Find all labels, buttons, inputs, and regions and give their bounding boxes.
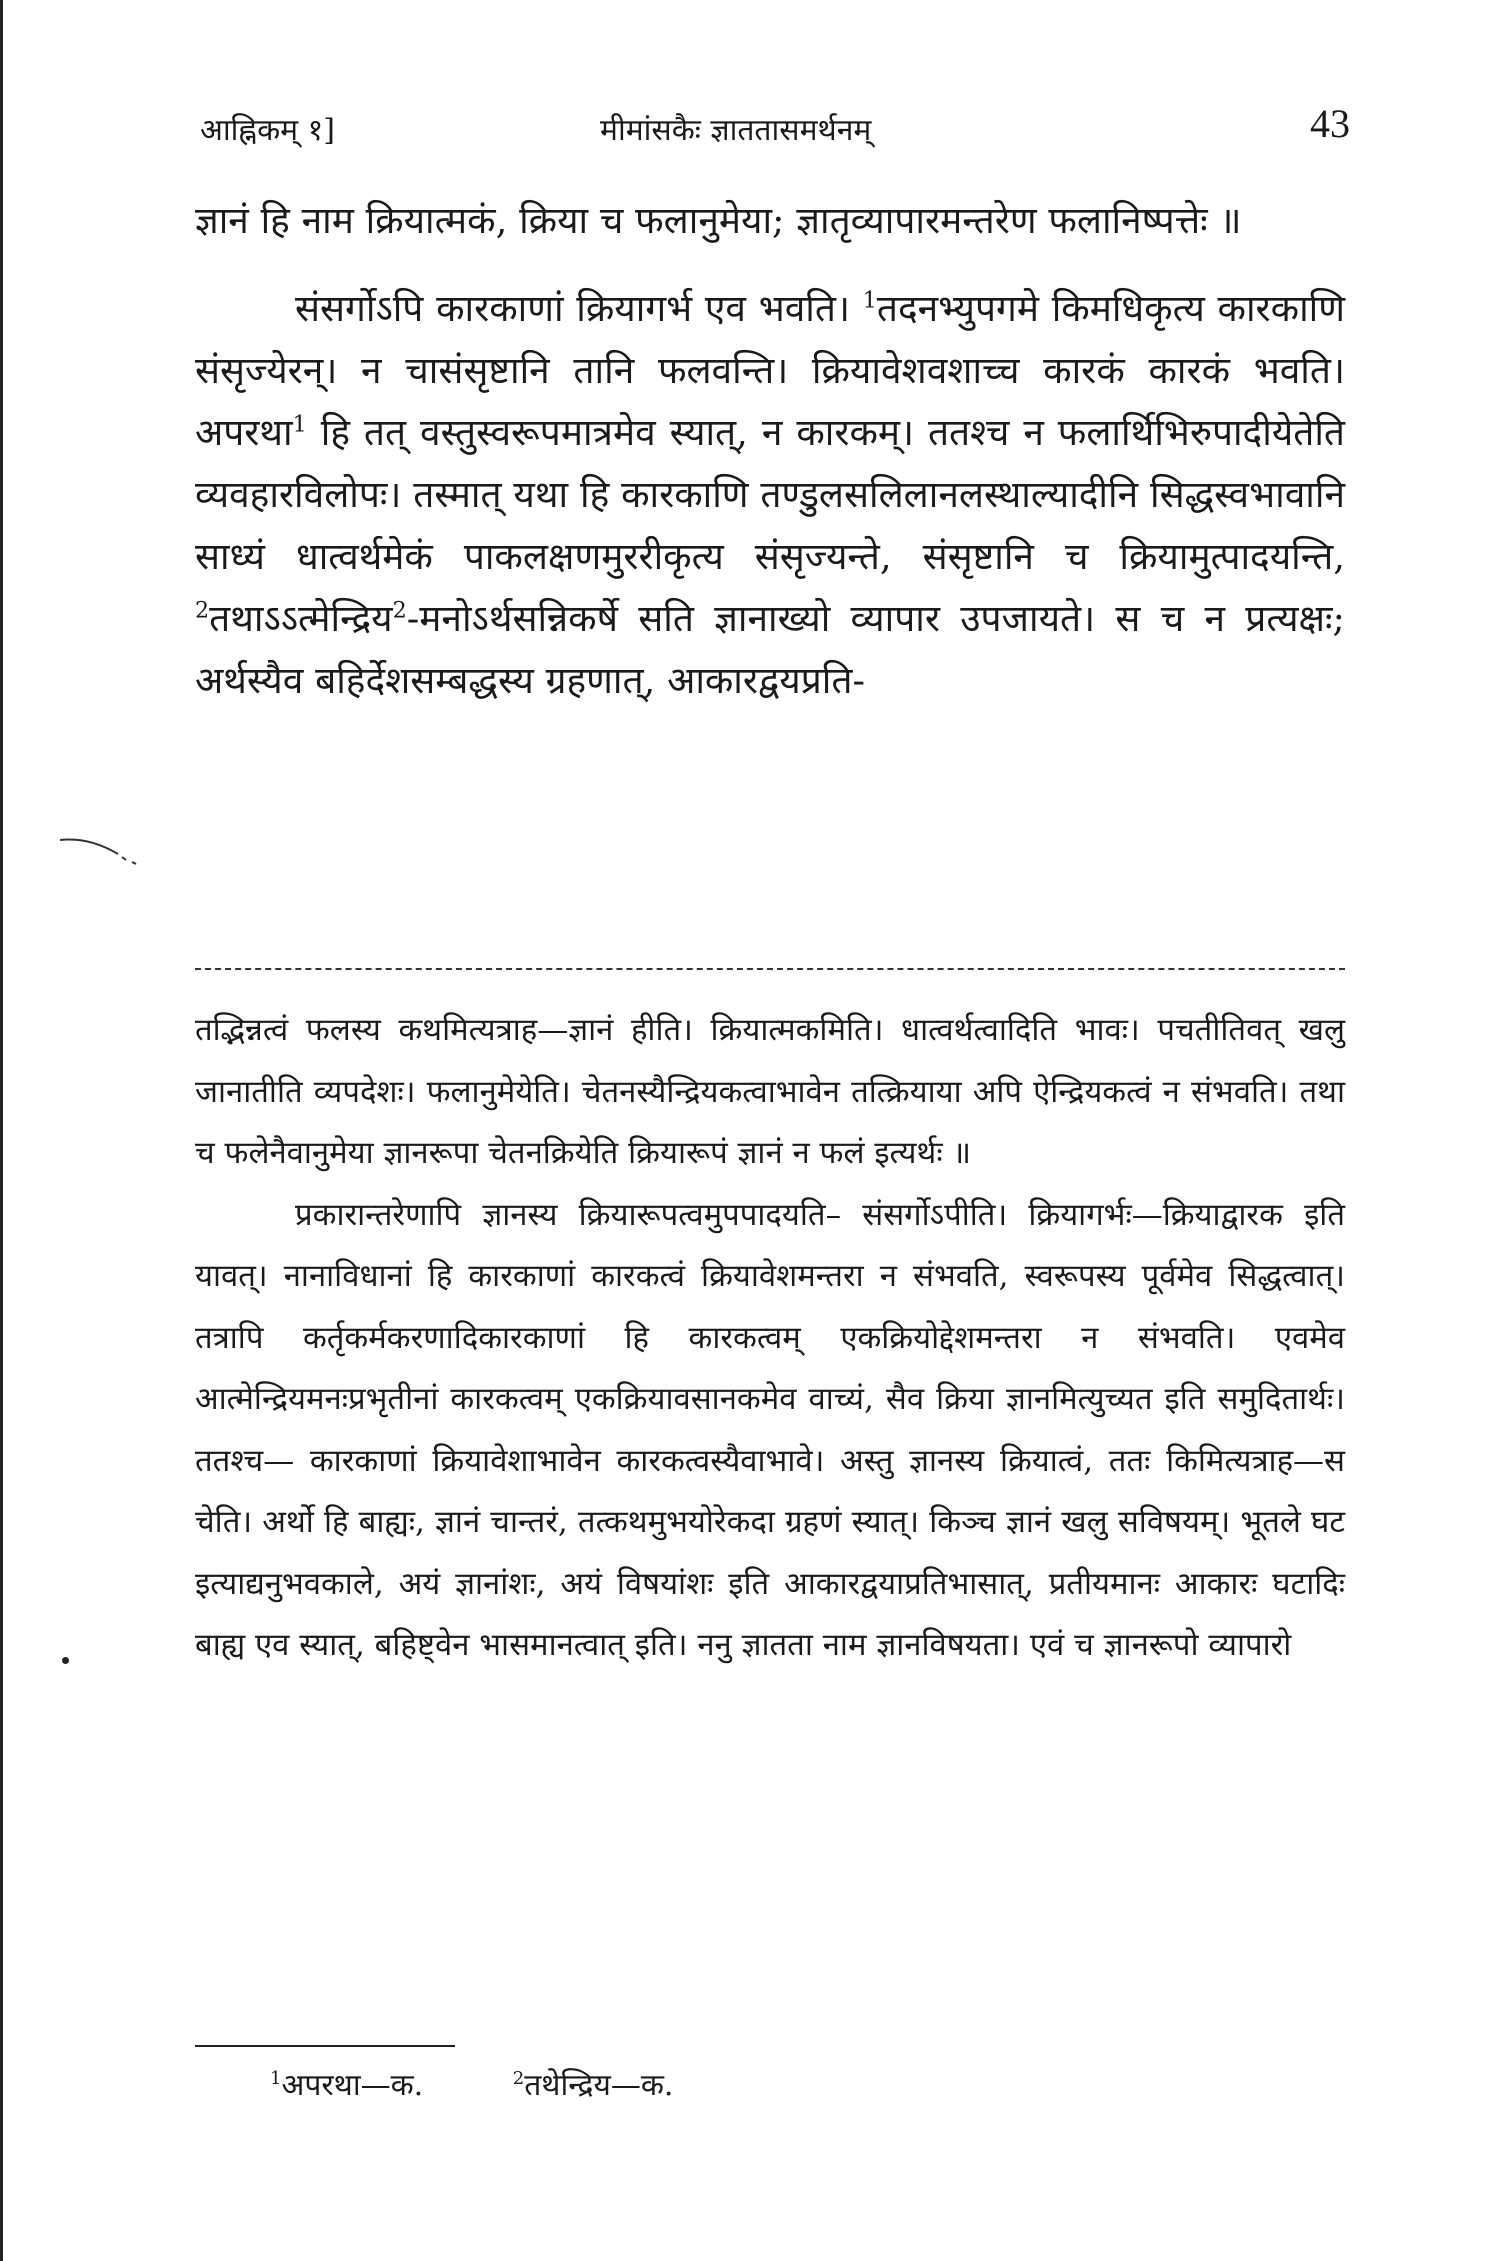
footnote-marker-1-ref: 1 [292,411,307,438]
footnote-rule [195,2045,455,2047]
footnote-2 [513,2068,674,2103]
page-header [200,100,1350,160]
scan-edge-line [0,0,3,2261]
main-paragraph-2-part-c: हि तत् वस्तुस्वरूपमात्रमेव स्यात्, न कारकम्। ततश्च न फलार्थिभिरुपादीयेतेति व्यवहारविलोपः। तस्मात् यथा हि कारकाणि तण्डुलसलिलानलस्थाल्यादीनि सिद्धस्वभावानि साध्यं धात्वर्थमेकं पाकलक्षणमुररीकृत्य संसृज्यन्ते, संसृष्टानि च क्रियामुत्पादयन्ति, [195,411,1345,578]
main-paragraph-2-part-a: संसर्गोऽपि कारकाणां क्रियागर्भ एव भवति। [295,287,850,330]
footnote-marker-2: 2 [195,597,210,624]
text-commentary-divider [195,968,1345,970]
stray-pen-mark [58,832,148,868]
footnotes [270,2063,753,2104]
footnote-marker-1: 1 [862,287,877,314]
main-paragraph-2-part-d: तथाऽऽत्मेन्द्रिय [209,597,393,640]
commentary-text [195,1000,1345,1677]
main-paragraph-2: संसर्गोऽपि कारकाणां क्रियागर्भ एव भवति। $^1$तदनभ्युपगमे किमधिकृत्य कारकाणि संसृज्येरन्। न चासंसृष्टानि तानि फलवन्ति। क्रियावेशवशाच्च कारकं कारकं भवति। अपरथा$^1$ हि तत् वस्तुस्वरूपमात्रमेव स्यात्, न कारकम्। ततश्च न फलार्थिभिरुपादीयेतेति व्यवहारविलोपः। तस्मात् यथा हि कारकाणि तण्डुलसलिलानलस्थाल्यादीनि सिद्धस्वभावानि साध्यं धात्वर्थमेकं पाकलक्षणमुररीकृत्य संसृज्यन्ते, संसृष्टानि च क्रियामुत्पादयन्ति, $^2$तथाऽऽत्मेन्द्रिय$^2$-मनोऽर्थसन्निकर्षे सति ज्ञानाख्यो व्यापार उपजायते। स च न प्रत्यक्षः; अर्थस्यैव बहिर्देशसम्बद्धस्य ग्रहणात्, आकारद्वयप्रति- [195,287,1346,702]
chapter-label: आह्निकम् १] [200,113,335,148]
commentary-paragraph-2: प्रकारान्तरेणापि ज्ञानस्य क्रियारूपत्वमुपपादयति– संसर्गोऽपीति। क्रियागर्भः—क्रियाद्वारक इति यावत्। नानाविधानां हि कारकाणां कारकत्वं क्रियावेशमन्तरा न संभवति, स्वरूपस्य पूर्वमेव सिद्धत्वात्। तत्रापि कर्तृकर्मकरणादिकारकाणां हि कारकत्वम् एकक्रियोद्देशमन्तरा न संभवति। एवमेव आत्मेन्द्रियमनःप्रभृतीनां कारकत्वम् एकक्रियावसानकमेव वाच्यं, सैव क्रिया ज्ञानमित्युच्यत इति समुदितार्थः। ततश्च— कारकाणां क्रियावेशाभावेन कारकत्वस्यैवाभावे। अस्तु ज्ञानस्य क्रियात्वं, ततः किमित्यत्राह—स चेति। अर्थो हि बाह्यः, ज्ञानं चान्तरं, तत्कथमुभयोरेकदा ग्रहणं स्यात्। किञ्च ज्ञानं खलु सविषयम्। भूतले घट इत्याद्यनुभवकाले, अयं ज्ञानांशः, अयं विषयांशः इति आकारद्वयाप्रतिभासात्, प्रतीयमानः आकारः घटादिः बाह्य एव स्यात्, बहिष्ट्वेन भासमानत्वात् इति। ननु ज्ञातता नाम ज्ञानविषयता। एवं च ज्ञानरूपो व्यापारो [195,1196,1345,1663]
page-number: 43 [1310,101,1350,146]
main-paragraph-2-part-e: मनोऽर्थसन्निकर्षे सति ज्ञानाख्यो व्यापार उपजायते। स च न प्रत्यक्षः; अर्थस्यैव बहिर्देशसम्बद्धस्य ग्रहणात्, आकारद्वयप्रति- [195,597,1345,702]
footnote-1-mark: 1 [270,2068,282,2089]
footnote-2-text: तथेन्द्रिय—क. [524,2068,674,2103]
running-title: मीमांसकैः ज्ञाततासमर्थनम् [600,113,872,148]
footnote-2-mark: 2 [512,2068,525,2089]
commentary-paragraph-1: तद्भिन्नत्वं फलस्य कथमित्यत्राह—ज्ञानं हीति। क्रियात्मकमिति। धात्वर्थत्वादिति भावः। पचतीतिवत् खलु जानातीति व्यपदेशः। फलानुमेयेति। चेतनस्यैन्द्रियकत्वाभावेन तत्क्रियाया अपि ऐन्द्रियकत्वं न संभवति। तथा च फलेनैवानुमेया ज्ञानरूपा चेतनक्रियेति क्रियारूपं ज्ञानं न फलं इत्यर्थः ॥ [195,1012,1345,1171]
footnote-1-text: अपरथा—क. [281,2068,424,2103]
main-text [195,190,1345,712]
main-paragraph-1: ज्ञानं हि नाम क्रियात्मकं, क्रिया च फलानुमेया; ज्ञातृव्यापारमन्तरेण फलानिष्पत्तेः ॥ [195,199,1242,242]
main-paragraph-2-part-b: तदनभ्युपगमे किमधिकृत्य कारकाणि संसृज्येरन्। न चासंसृष्टानि तानि फलवन्ति। क्रियावेशवशाच्च कारकं कारकं भवति। अपरथा [195,287,1346,454]
stray-dot-mark [62,1657,69,1664]
footnote-1 [270,2068,423,2103]
footnote-marker-2-ref: 2 [392,597,407,624]
